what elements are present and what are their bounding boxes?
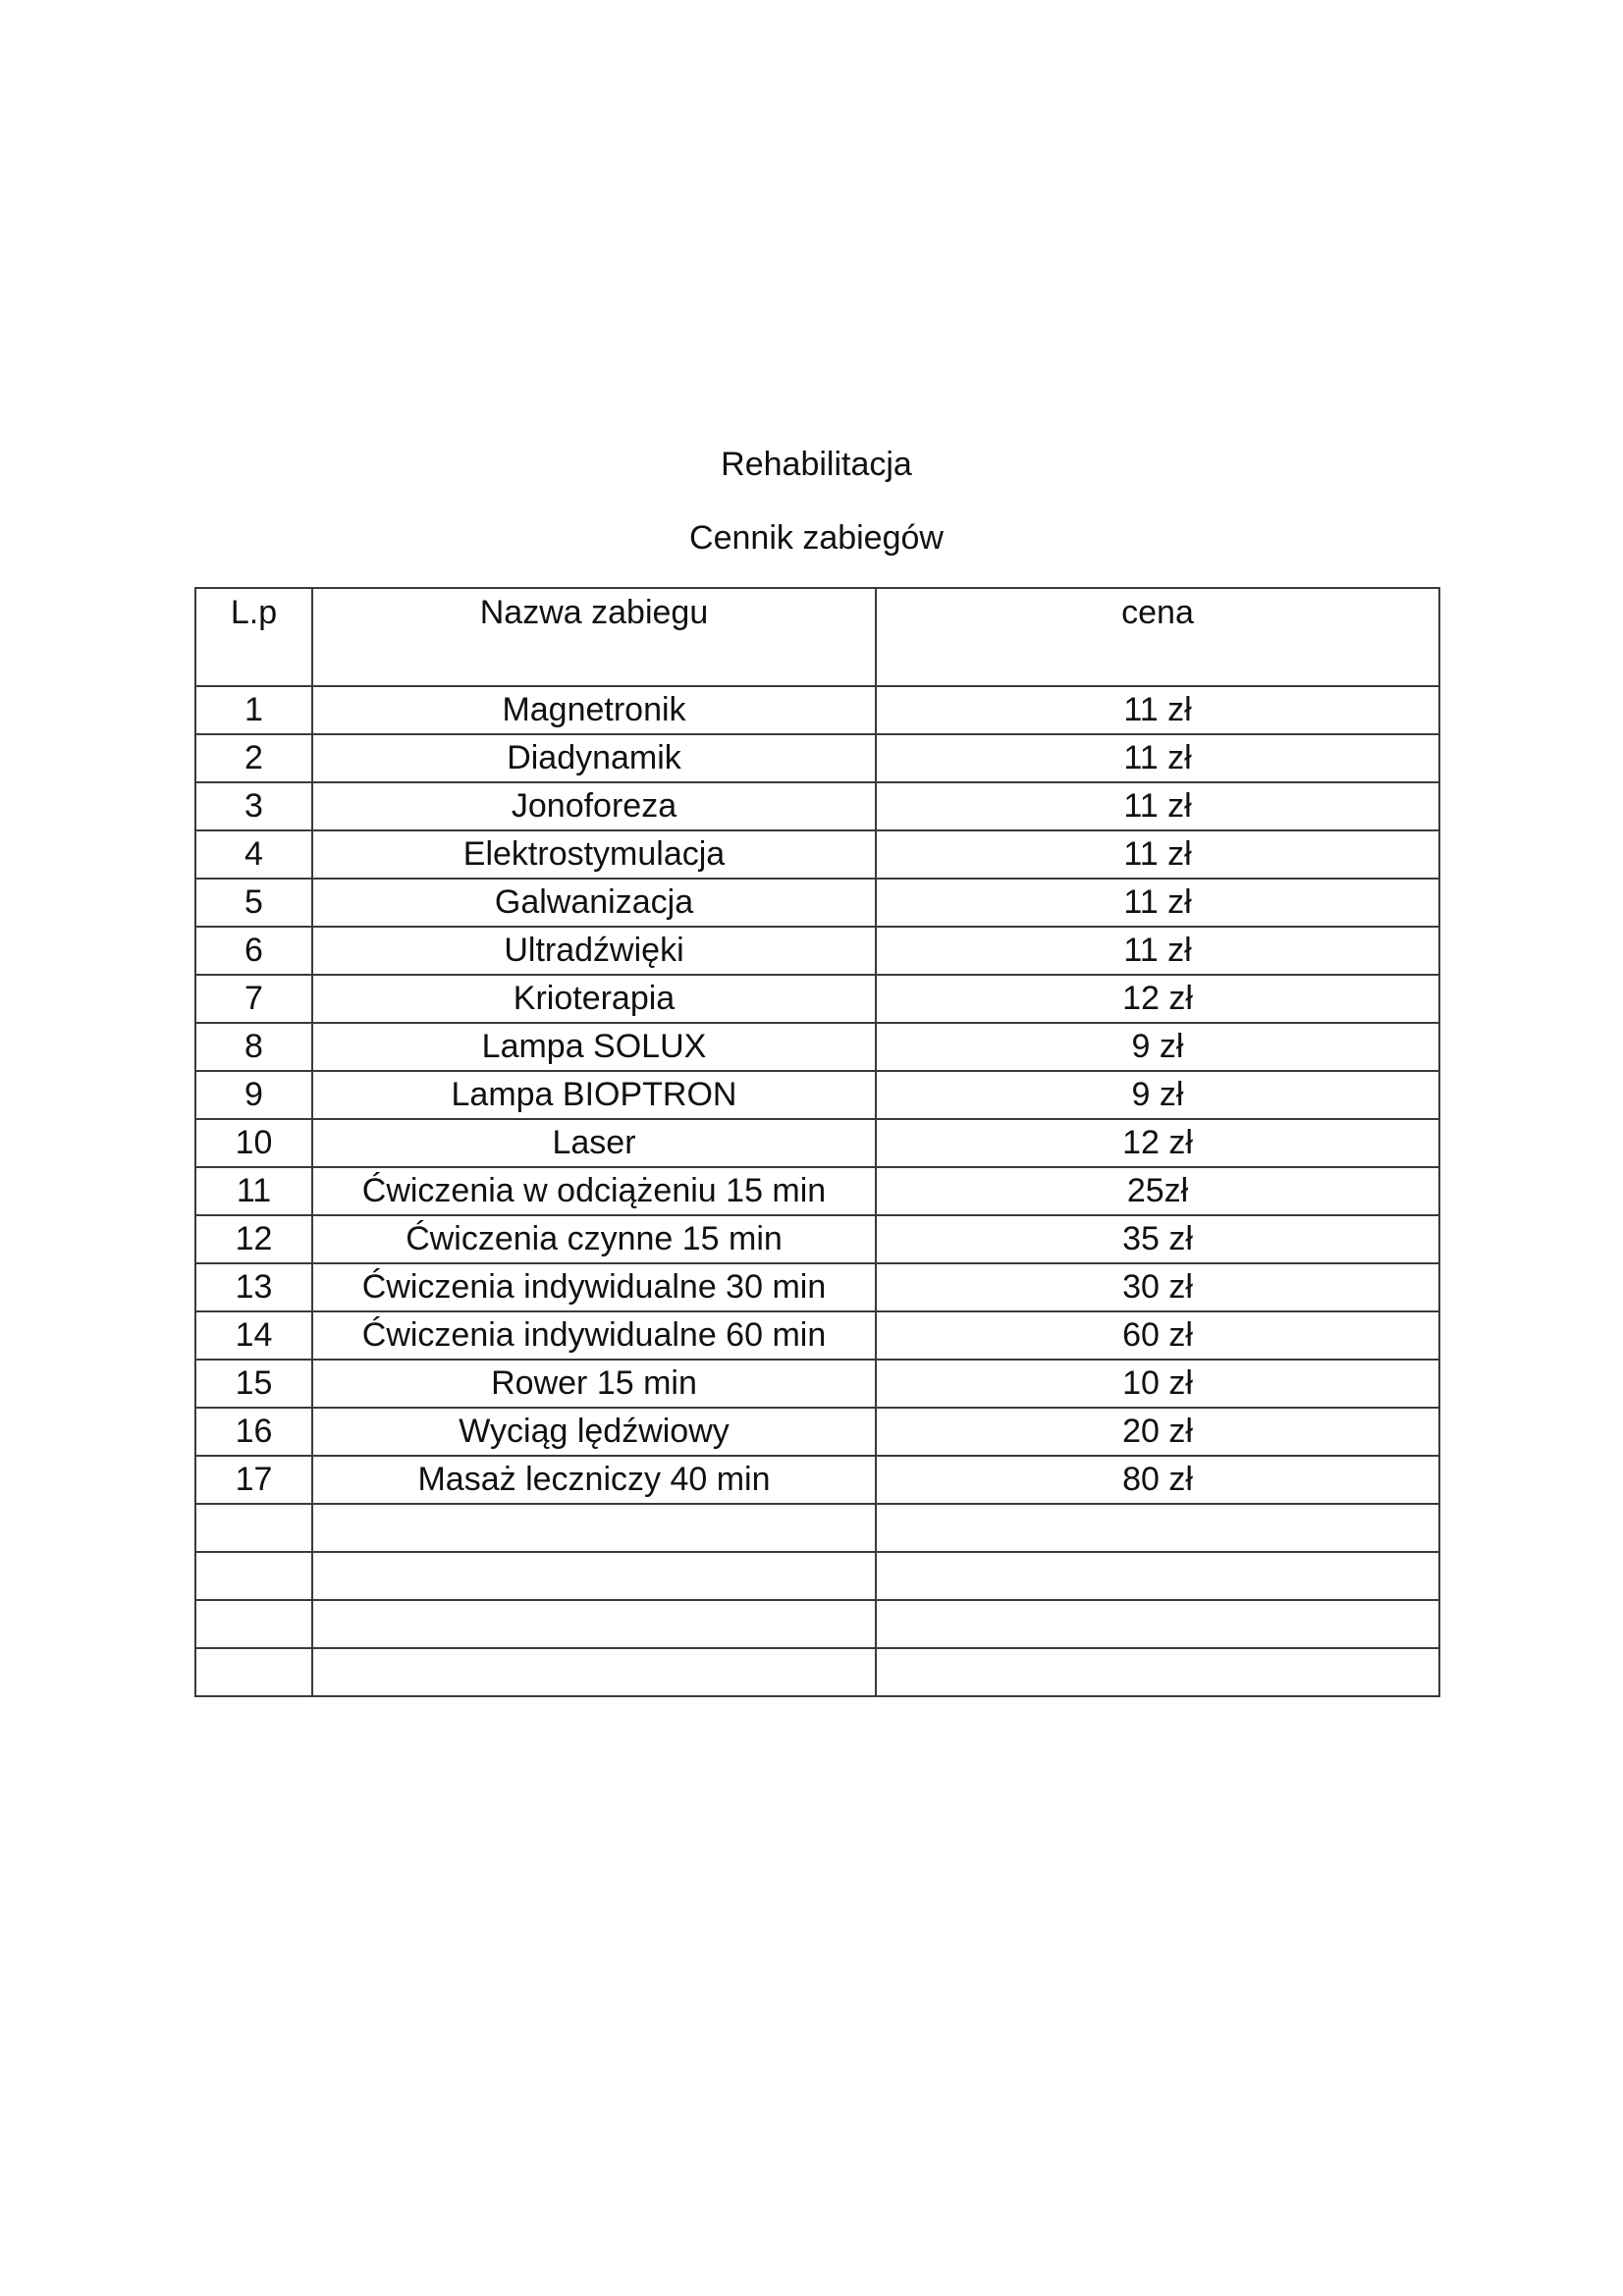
row-price-cell: 9 zł (876, 1071, 1439, 1119)
table-row (195, 830, 1439, 879)
table-row (195, 1311, 1439, 1360)
row-name-cell: Lampa BIOPTRON (312, 1071, 876, 1119)
row-lp-cell: 4 (195, 830, 312, 879)
row-lp-cell: 12 (195, 1215, 312, 1263)
row-lp-cell: 5 (195, 879, 312, 927)
header-lp: L.p (195, 588, 312, 686)
row-price-cell: 35 zł (876, 1215, 1439, 1263)
row-price-cell: 11 zł (876, 879, 1439, 927)
document-subtitle: Cennik zabiegów (689, 519, 944, 557)
row-price-cell: 12 zł (876, 975, 1439, 1023)
table-row (195, 927, 1439, 975)
row-lp-cell (195, 1504, 312, 1552)
row-name-cell: Lampa SOLUX (312, 1023, 876, 1071)
row-lp-cell: 14 (195, 1311, 312, 1360)
table-row (195, 1456, 1439, 1504)
row-lp-cell (195, 1648, 312, 1696)
row-price-cell: 12 zł (876, 1119, 1439, 1167)
table-row (195, 1408, 1439, 1456)
row-name-cell: Ćwiczenia czynne 15 min (312, 1215, 876, 1263)
table-row (195, 1552, 1439, 1600)
row-name-cell: Ćwiczenia indywidualne 30 min (312, 1263, 876, 1311)
row-name-cell: Masaż leczniczy 40 min (312, 1456, 876, 1504)
row-price-cell: 11 zł (876, 927, 1439, 975)
row-price-cell: 80 zł (876, 1456, 1439, 1504)
price-table-header (195, 588, 1439, 686)
row-name-cell (312, 1600, 876, 1648)
row-price-cell: 11 zł (876, 782, 1439, 830)
table-row (195, 1215, 1439, 1263)
row-name-cell: Ultradźwięki (312, 927, 876, 975)
price-table (194, 587, 1440, 1697)
row-lp-cell: 6 (195, 927, 312, 975)
table-row (195, 1023, 1439, 1071)
row-lp-cell: 15 (195, 1360, 312, 1408)
table-row (195, 1263, 1439, 1311)
row-lp-cell: 13 (195, 1263, 312, 1311)
row-lp-cell: 7 (195, 975, 312, 1023)
row-price-cell: 30 zł (876, 1263, 1439, 1311)
row-price-cell: 60 zł (876, 1311, 1439, 1360)
table-row (195, 1600, 1439, 1648)
row-price-cell: 9 zł (876, 1023, 1439, 1071)
row-name-cell (312, 1648, 876, 1696)
row-lp-cell: 3 (195, 782, 312, 830)
row-name-cell: Krioterapia (312, 975, 876, 1023)
row-name-cell: Elektrostymulacja (312, 830, 876, 879)
row-price-cell (876, 1552, 1439, 1600)
row-name-cell: Galwanizacja (312, 879, 876, 927)
row-lp-cell: 11 (195, 1167, 312, 1215)
row-price-cell (876, 1600, 1439, 1648)
table-row (195, 1504, 1439, 1552)
row-name-cell (312, 1504, 876, 1552)
row-lp-cell: 8 (195, 1023, 312, 1071)
row-lp-cell: 2 (195, 734, 312, 782)
row-price-cell: 11 zł (876, 734, 1439, 782)
row-lp-cell (195, 1552, 312, 1600)
table-row (195, 879, 1439, 927)
table-row (195, 1360, 1439, 1408)
row-lp-cell: 17 (195, 1456, 312, 1504)
row-name-cell: Jonoforeza (312, 782, 876, 830)
header-name: Nazwa zabiegu (312, 588, 876, 686)
table-row (195, 1648, 1439, 1696)
row-name-cell: Ćwiczenia indywidualne 60 min (312, 1311, 876, 1360)
row-lp-cell: 9 (195, 1071, 312, 1119)
table-row (195, 1119, 1439, 1167)
row-name-cell: Diadynamik (312, 734, 876, 782)
row-price-cell: 11 zł (876, 830, 1439, 879)
row-name-cell: Rower 15 min (312, 1360, 876, 1408)
table-row (195, 686, 1439, 734)
row-name-cell: Wyciąg lędźwiowy (312, 1408, 876, 1456)
row-name-cell: Magnetronik (312, 686, 876, 734)
row-price-cell: 20 zł (876, 1408, 1439, 1456)
header-row (195, 588, 1439, 686)
price-table-body (195, 686, 1439, 1696)
row-price-cell: 25zł (876, 1167, 1439, 1215)
table-row (195, 1167, 1439, 1215)
header-price: cena (876, 588, 1439, 686)
table-row (195, 1071, 1439, 1119)
row-price-cell (876, 1648, 1439, 1696)
row-price-cell: 11 zł (876, 686, 1439, 734)
table-row (195, 975, 1439, 1023)
row-price-cell: 10 zł (876, 1360, 1439, 1408)
row-name-cell: Ćwiczenia w odciążeniu 15 min (312, 1167, 876, 1215)
row-lp-cell: 1 (195, 686, 312, 734)
row-name-cell: Laser (312, 1119, 876, 1167)
row-price-cell (876, 1504, 1439, 1552)
row-lp-cell: 10 (195, 1119, 312, 1167)
row-name-cell (312, 1552, 876, 1600)
table-row (195, 782, 1439, 830)
document-title: Rehabilitacja (721, 446, 912, 483)
table-row (195, 734, 1439, 782)
row-lp-cell: 16 (195, 1408, 312, 1456)
row-lp-cell (195, 1600, 312, 1648)
